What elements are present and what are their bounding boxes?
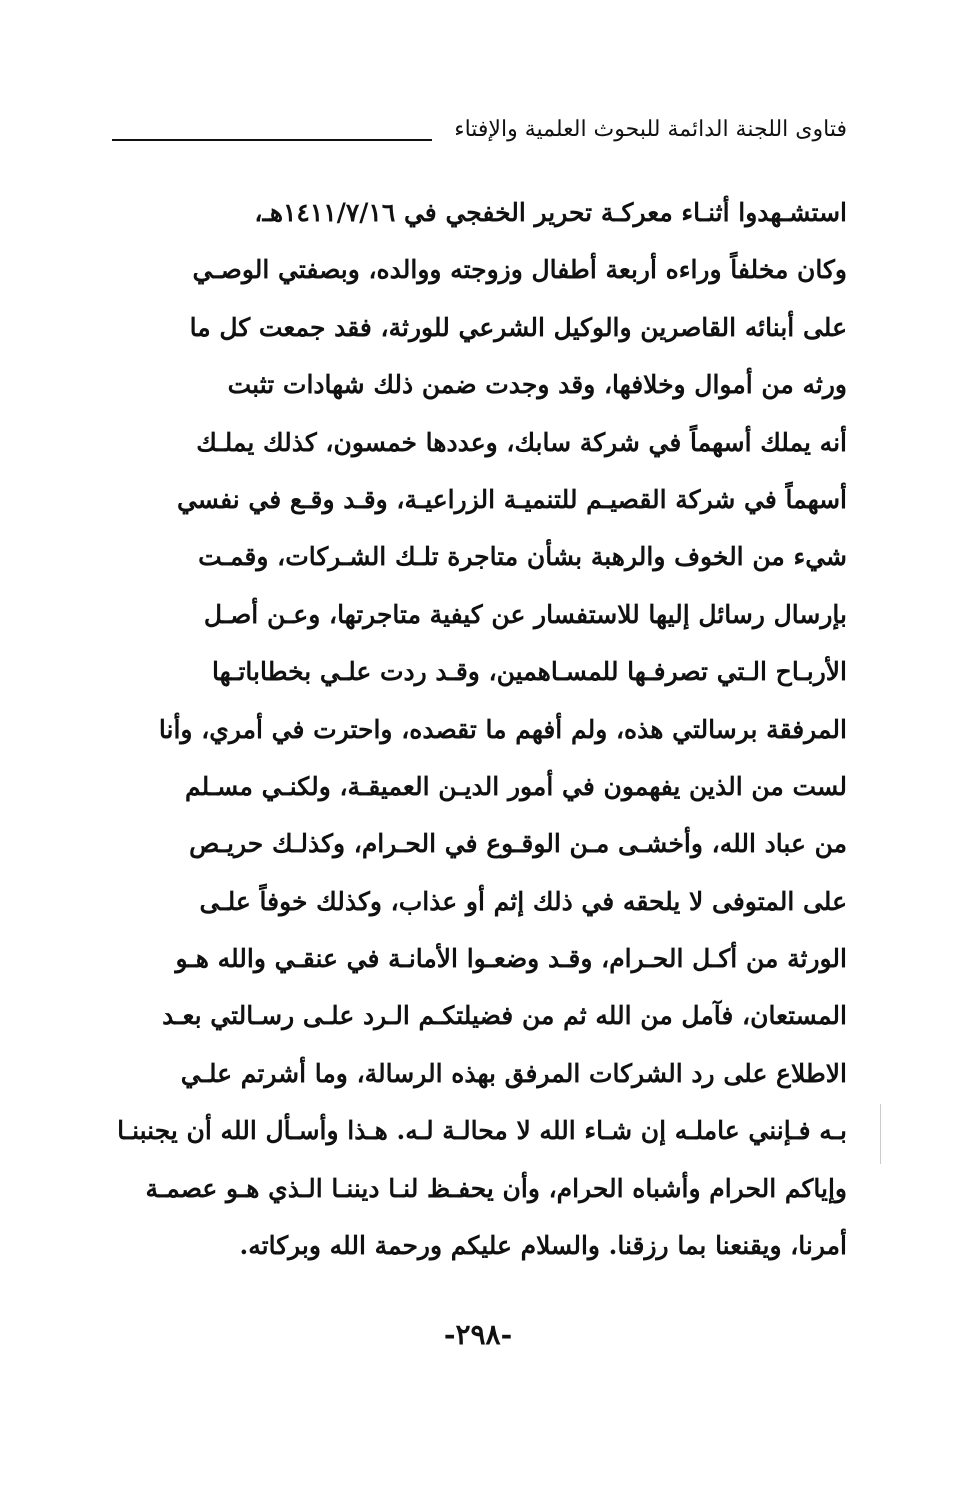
text-line: الاطلاع على رد الشركات المرفق بهذه الرسالة، وما أشرتم علـي (180, 1058, 847, 1088)
text-line: أمرنا، ويقنعنا بما رزقنا. والسلام عليكم ورحمة الله وبركاته. (239, 1231, 847, 1261)
text-line: المرفقة برسالتي هذه، ولم أفهم ما تقصده، واحترت في أمري، وأنا (158, 714, 847, 744)
margin-mark (880, 1104, 881, 1164)
header-rule (112, 139, 432, 141)
text-line: على أبنائه القاصرين والوكيل الشرعي للورثة، فقد جمعت كل ما (189, 312, 847, 342)
text-line: استشـهدوا أثنـاء معركـة تحرير الخفجي في ١٤١١/٧/١٦هـ، (254, 198, 847, 227)
text-line: لست من الذين يفهمون في أمور الديـن العميقـة، ولكنـي مسـلم (184, 771, 847, 801)
body-text (112, 184, 847, 1274)
header-title: فتاوى اللجنة الدائمة للبحوث العلمية والإفتاء (454, 117, 847, 142)
text-line: بـه فـإنني عاملـه إن شـاء الله لا محالـة لـه. هـذا وأسـأل الله أن يجنبنـا (117, 1116, 847, 1146)
text-line: شيء من الخوف والرهبة بشأن متاجرة تلـك الشـركات، وقمـت (198, 542, 847, 572)
text-line: الأربـاح الـتي تصرفـها للمسـاهمين، وقـد ردت علـي بخطاباتـها (211, 657, 847, 687)
text-line: من عباد الله، وأخشـى مـن الوقـوع في الحـرام، وكذلـك حريـص (189, 829, 847, 859)
text-line: أنه يملك أسهماً في شركة سابك، وعددها خمسون، كذلك يملـك (196, 427, 847, 457)
running-header (112, 112, 847, 152)
text-line: المستعان، فآمل من الله ثم من فضيلتكـم الـرد علـى رسـالتي بعـد (162, 1001, 847, 1031)
text-line: على المتوفى لا يلحقه في ذلك إثم أو عذاب، وكذلك خوفاً علـى (199, 886, 847, 916)
text-line: ورثه من أموال وخلافها، وقد وجدت ضمن ذلك شهادات تثبت (227, 370, 847, 400)
text-line: وكان مخلفاً وراءه أربعة أطفال وزوجته ووالده، وبصفتي الوصـي (192, 255, 847, 285)
text-line: بإرسال رسائل إليها للاستفسار عن كيفية متاجرتها، وعـن أصـل (203, 599, 847, 629)
text-line: وإياكم الحرام وأشباه الحرام، وأن يحفـظ لنـا ديننـا الـذي هـو عصمـة (145, 1173, 847, 1203)
text-line: أسهماً في شركة القصيـم للتنميـة الزراعيـة، وقـد وقـع في نفسي (176, 484, 847, 514)
page-number: -٢٩٨- (443, 1318, 513, 1351)
text-line: الورثة من أكـل الحـرام، وقـد وضعـوا الأمانـة في عنقـي والله هـو (175, 944, 847, 974)
